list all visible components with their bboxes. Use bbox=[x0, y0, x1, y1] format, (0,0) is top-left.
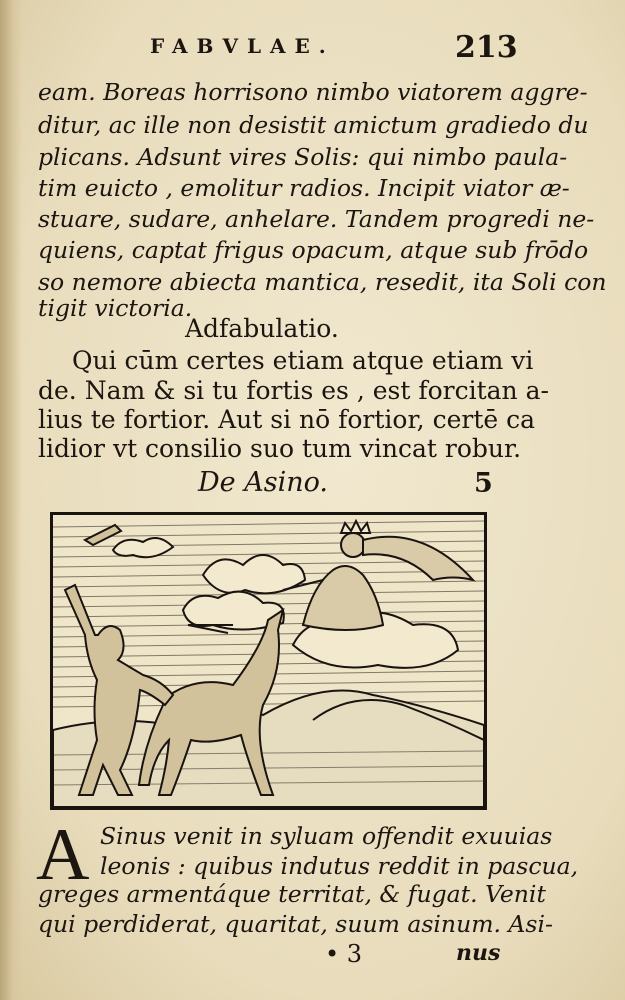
moral-heading: Adfabulatio. bbox=[185, 314, 339, 343]
text-line: eam. Boreas horrisono nimbo viatorem aggre- bbox=[38, 78, 588, 106]
moral-line: de. Nam & si tu fortis es , est forcitan a- bbox=[38, 376, 549, 405]
fable-number: 5 bbox=[474, 468, 493, 499]
text-line: qui perdiderat, quaritat, suum asinum. Asi- bbox=[38, 910, 553, 938]
text-line: greges armentáque territat, & fugat. Venit bbox=[38, 880, 546, 908]
text-line: plicans. Adsunt vires Solis: qui nimbo paula- bbox=[38, 143, 568, 171]
drop-cap: A bbox=[36, 814, 90, 896]
moral-line: Qui cūm certes etiam atque etiam vi bbox=[72, 346, 534, 375]
text-line: stuare, sudare, anhelare. Tandem progredi ne- bbox=[38, 205, 595, 233]
page-number: 213 bbox=[455, 30, 518, 65]
moral-line: lius te fortior. Aut si nō fortior, certē ca bbox=[38, 405, 536, 434]
catchword: nus bbox=[456, 940, 501, 966]
woodcut-drawing bbox=[53, 515, 484, 807]
signature-mark: • 3 bbox=[325, 940, 363, 968]
fable-title: De Asino. bbox=[198, 467, 328, 498]
moral-line: lidior vt consilio suo tum vincat robur. bbox=[38, 434, 522, 463]
running-title: FABVLAE. bbox=[150, 34, 335, 58]
text-line: tigit victoria. bbox=[38, 294, 193, 322]
text-line: quiens, captat frigus opacum, atque sub frōdo bbox=[38, 236, 589, 264]
text-line: Sinus venit in syluam offendit exuuias bbox=[100, 822, 553, 850]
text-line: ditur, ac ille non desistit amictum gradiedo du bbox=[38, 111, 589, 139]
text-line: so nemore abiecta mantica, resedit, ita Soli con bbox=[38, 268, 607, 296]
text-line: tim euicto , emolitur radios. Incipit viator æ- bbox=[38, 174, 570, 202]
text-line: leonis : quibus indutus reddit in pascua, bbox=[100, 852, 579, 880]
woodcut-illustration bbox=[50, 512, 487, 810]
page-gutter-shadow bbox=[0, 0, 22, 1000]
